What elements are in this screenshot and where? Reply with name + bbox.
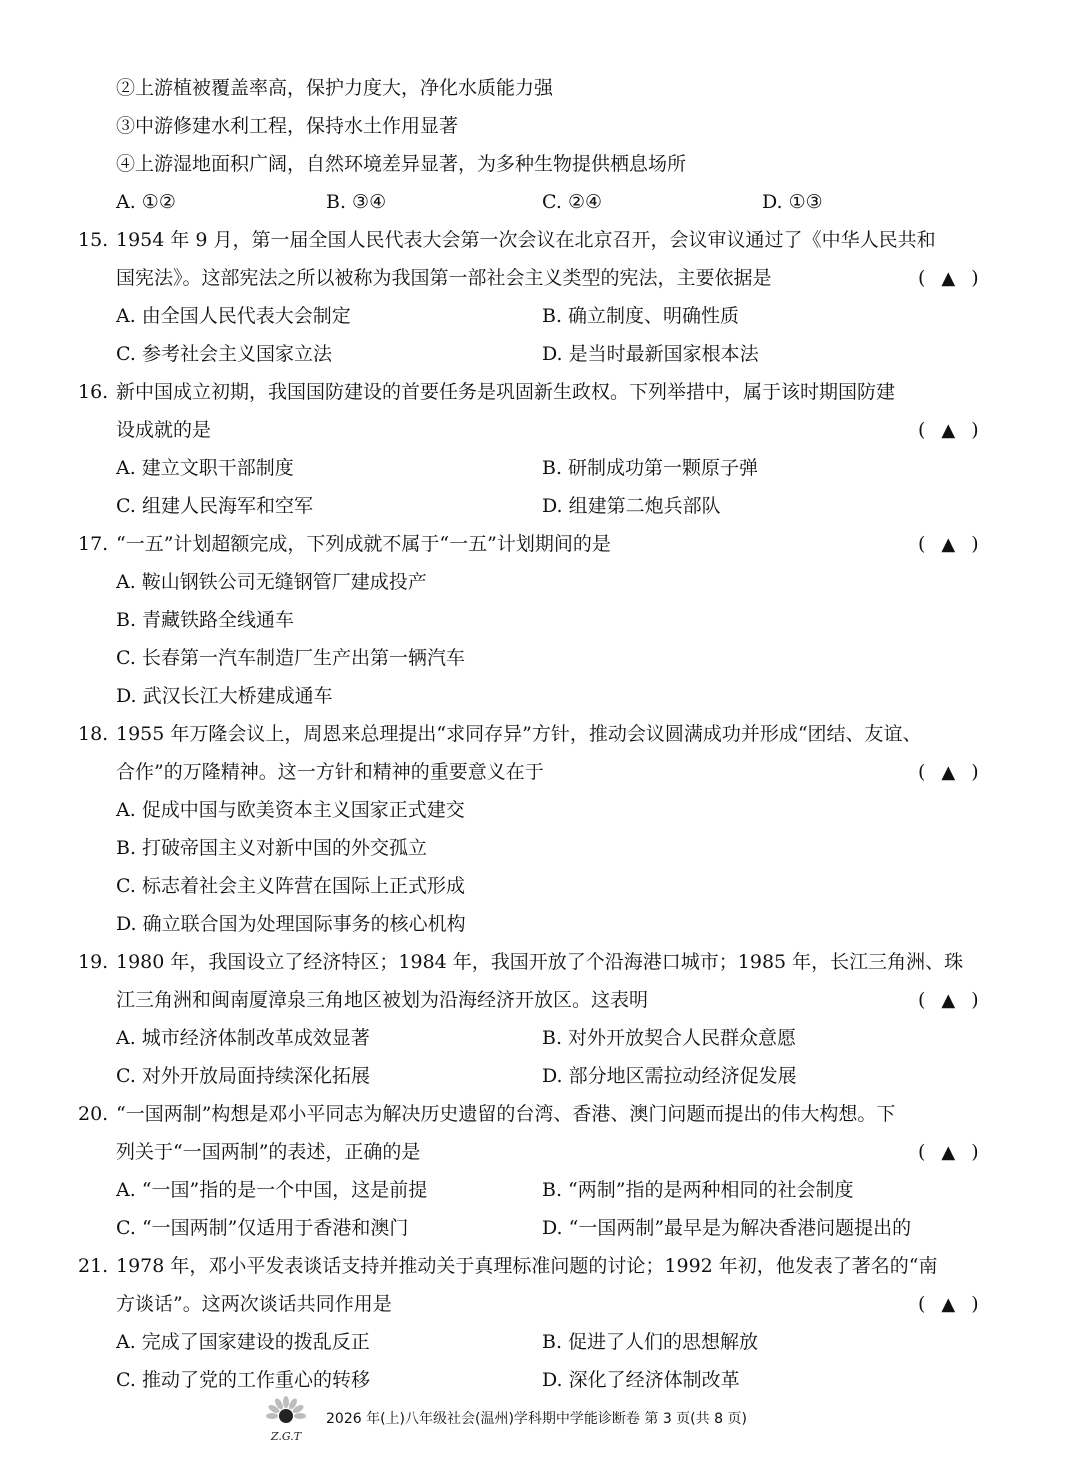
q18-option-d[interactable]: D. 确立联合国为处理国际事务的核心机构 <box>116 913 466 935</box>
q15-option-d[interactable]: D. 是当时最新国家根本法 <box>542 343 759 365</box>
q14-option-c[interactable]: C. ②④ <box>542 191 603 213</box>
q18-answer-blank[interactable] <box>918 758 981 786</box>
q20-option-b[interactable]: B. “两制”指的是两种相同的社会制度 <box>542 1179 854 1201</box>
paren-open: ( <box>918 419 928 441</box>
q20-number: 20. <box>78 1103 109 1125</box>
triangle-icon: ▲ <box>941 268 958 289</box>
paren-close: ) <box>971 419 981 441</box>
paren-close: ) <box>971 761 981 783</box>
q16-option-d[interactable]: D. 组建第二炮兵部队 <box>542 495 721 517</box>
publisher-logo <box>258 1396 314 1446</box>
q18-number: 18. <box>78 723 109 745</box>
paren-close: ) <box>971 1293 981 1315</box>
q18-stem-line-2: 合作”的万隆精神。这一方针和精神的重要意义在于 <box>116 761 544 783</box>
q17-stem-line-1: “一五”计划超额完成，下列成就不属于“一五”计划期间的是 <box>116 533 611 555</box>
q17-option-a[interactable]: A. 鞍山钢铁公司无缝钢管厂建成投产 <box>116 571 427 593</box>
q21-answer-blank[interactable] <box>918 1290 981 1318</box>
paren-open: ( <box>918 1293 928 1315</box>
q16-answer-blank[interactable] <box>918 416 981 444</box>
q19-option-b[interactable]: B. 对外开放契合人民群众意愿 <box>542 1027 797 1049</box>
q16-stem-line-1: 新中国成立初期，我国国防建设的首要任务是巩固新生政权。下列举措中，属于该时期国防建 <box>116 381 896 403</box>
q20-stem-line-1: “一国两制”构想是邓小平同志为解决历史遗留的台湾、香港、澳门问题而提出的伟大构想。下 <box>116 1103 896 1125</box>
q16-option-b[interactable]: B. 研制成功第一颗原子弹 <box>542 457 759 479</box>
q17-option-c[interactable]: C. 长春第一汽车制造厂生产出第一辆汽车 <box>116 647 465 669</box>
q21-option-b[interactable]: B. 促进了人们的思想解放 <box>542 1331 759 1353</box>
q16-number: 16. <box>78 381 109 403</box>
q15-number: 15. <box>78 229 109 251</box>
q15-stem-line-2: 国宪法》。这部宪法之所以被称为我国第一部社会主义类型的宪法，主要依据是 <box>116 267 772 289</box>
q21-stem-line-1: 1978 年，邓小平发表谈话支持并推动关于真理标准问题的讨论；1992 年初，他发表了著名的“南 <box>116 1255 938 1277</box>
q19-option-c[interactable]: C. 对外开放局面持续深化拓展 <box>116 1065 370 1087</box>
q21-option-c[interactable]: C. 推动了党的工作重心的转移 <box>116 1369 370 1391</box>
q19-stem-line-2: 江三角洲和闽南厦漳泉三角地区被划为沿海经济开放区。这表明 <box>116 989 649 1011</box>
q17-number: 17. <box>78 533 109 555</box>
paren-close: ) <box>971 267 981 289</box>
q15-stem-line-1: 1954 年 9 月，第一届全国人民代表大会第一次会议在北京召开，会议审议通过了《中华人民共和 <box>116 229 936 251</box>
q14-option-a[interactable]: A. ①② <box>116 191 176 213</box>
q21-stem-line-2: 方谈话”。这两次谈话共同作用是 <box>116 1293 392 1315</box>
q17-option-b[interactable]: B. 青藏铁路全线通车 <box>116 609 295 631</box>
q20-option-d[interactable]: D. “一国两制”最早是为解决香港问题提出的 <box>542 1217 912 1239</box>
q21-number: 21. <box>78 1255 109 1277</box>
q14-option-b[interactable]: B. ③④ <box>326 191 387 213</box>
paren-open: ( <box>918 1141 928 1163</box>
q19-option-a[interactable]: A. 城市经济体制改革成效显著 <box>116 1027 370 1049</box>
q20-answer-blank[interactable] <box>918 1138 981 1166</box>
q15-option-a[interactable]: A. 由全国人民代表大会制定 <box>116 305 351 327</box>
q18-option-a[interactable]: A. 促成中国与欧美资本主义国家正式建交 <box>116 799 465 821</box>
q16-option-c[interactable]: C. 组建人民海军和空军 <box>116 495 313 517</box>
triangle-icon: ▲ <box>941 420 958 441</box>
q19-option-d[interactable]: D. 部分地区需拉动经济促发展 <box>542 1065 797 1087</box>
triangle-icon: ▲ <box>941 990 958 1011</box>
q14-statement-2: ②上游植被覆盖率高，保护力度大，净化水质能力强 <box>116 77 554 99</box>
q16-stem-line-2: 设成就的是 <box>116 419 212 441</box>
q14-statement-4: ④上游湿地面积广阔，自然环境差异显著，为多种生物提供栖息场所 <box>116 153 687 175</box>
paren-close: ) <box>971 533 981 555</box>
q17-option-d[interactable]: D. 武汉长江大桥建成通车 <box>116 685 333 707</box>
q15-option-b[interactable]: B. 确立制度、明确性质 <box>542 305 740 327</box>
paren-close: ) <box>971 1141 981 1163</box>
q18-stem-line-1: 1955 年万隆会议上，周恩来总理提出“求同存异”方针，推动会议圆满成功并形成“团结、友谊、 <box>116 723 922 745</box>
triangle-icon: ▲ <box>941 762 958 783</box>
footer-page-info: 2026 年(上)八年级社会(温州)学科期中学能诊断卷 第 3 页(共 8 页) <box>326 1411 747 1427</box>
q16-option-a[interactable]: A. 建立文职干部制度 <box>116 457 294 479</box>
q21-option-d[interactable]: D. 深化了经济体制改革 <box>542 1369 740 1391</box>
q21-option-a[interactable]: A. 完成了国家建设的拨乱反正 <box>116 1331 370 1353</box>
q20-option-a[interactable]: A. “一国”指的是一个中国，这是前提 <box>116 1179 428 1201</box>
svg-text:Z.G.T: Z.G.T <box>270 1430 302 1443</box>
q15-answer-blank[interactable] <box>918 264 981 292</box>
q17-answer-blank[interactable] <box>918 530 981 558</box>
q19-number: 19. <box>78 951 109 973</box>
q14-statement-3: ③中游修建水利工程，保持水土作用显著 <box>116 115 459 137</box>
triangle-icon: ▲ <box>941 1142 958 1163</box>
q15-option-c[interactable]: C. 参考社会主义国家立法 <box>116 343 332 365</box>
q14-option-d[interactable]: D. ①③ <box>762 191 823 213</box>
q20-stem-line-2: 列关于“一国两制”的表述，正确的是 <box>116 1141 421 1163</box>
paren-open: ( <box>918 989 928 1011</box>
triangle-icon: ▲ <box>941 1294 958 1315</box>
paren-open: ( <box>918 533 928 555</box>
paren-open: ( <box>918 761 928 783</box>
paren-close: ) <box>971 989 981 1011</box>
q19-answer-blank[interactable] <box>918 986 981 1014</box>
triangle-icon: ▲ <box>941 534 958 555</box>
q20-option-c[interactable]: C. “一国两制”仅适用于香港和澳门 <box>116 1217 409 1239</box>
q18-option-c[interactable]: C. 标志着社会主义阵营在国际上正式形成 <box>116 875 465 897</box>
q18-option-b[interactable]: B. 打破帝国主义对新中国的外交孤立 <box>116 837 428 859</box>
paren-open: ( <box>918 267 928 289</box>
q19-stem-line-1: 1980 年，我国设立了经济特区；1984 年，我国开放了个沿海港口城市；1985 年，长江三角洲、珠 <box>116 951 964 973</box>
